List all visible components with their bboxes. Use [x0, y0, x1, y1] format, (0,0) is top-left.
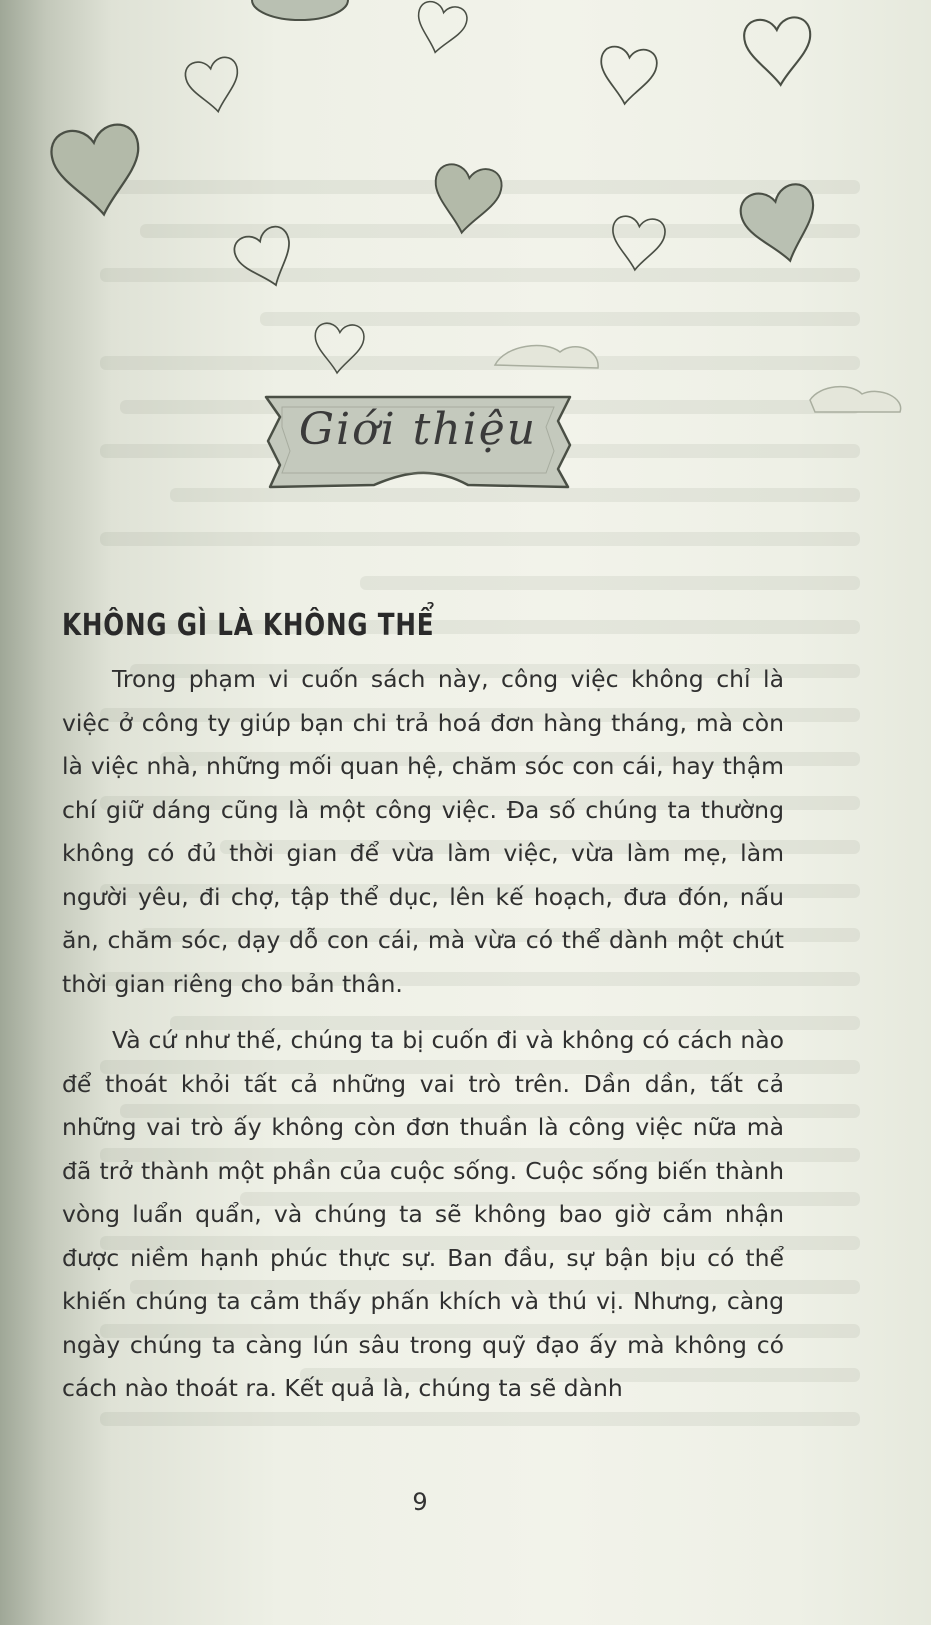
hearts-decoration: [0, 0, 931, 420]
heart-icon: [609, 215, 666, 273]
page-number: 9: [412, 1488, 428, 1516]
heart-icon: [737, 181, 826, 270]
heart-icon: [252, 0, 348, 20]
paragraph: Và cứ như thế, chúng ta bị cuốn đi và không có cách nào để thoát khỏi tất cả những vai trò trên. Dần dần, tất cả những vai trò ấy không còn đơn thuần là công việc nữa mà đã trở thành một phần của cuộc sống. Cuộc sống biến thành vòng luẩn quẩn, và chúng ta sẽ không bao giờ cảm nhận được niềm hạnh phúc thực sự. Ban đầu, sự bận bịu có thể khiến chúng ta cảm thấy phấn khích và thú vị. Nhưng, càng ngày chúng ta càng lún sâu trong quỹ đạo ấy mà không có cách nào thoát ra. Kết quả là, chúng ta sẽ dành: [62, 1026, 784, 1402]
heart-icon: [743, 16, 814, 87]
heart-icon: [183, 55, 243, 116]
heart-icon: [411, 0, 469, 57]
heart-icon: [597, 45, 658, 106]
heart-icon: [49, 122, 147, 221]
section-heading: KHÔNG GÌ LÀ KHÔNG THỂ: [62, 608, 435, 643]
body-text: [62, 658, 784, 1424]
heart-icon: [429, 162, 504, 237]
chapter-title: Giới thiệu: [298, 404, 538, 455]
heart-icon: [313, 322, 365, 374]
paragraph: Trong phạm vi cuốn sách này, công việc không chỉ là việc ở công ty giúp bạn chi trả hoá đơn hàng tháng, mà còn là việc nhà, những mối quan hệ, chăm sóc con cái, hay thậm chí giữ dáng cũng là một công việc. Đa số chúng ta thường không có đủ thời gian để vừa làm việc, vừa làm mẹ, làm người yêu, đi chợ, tập thể dục, lên kế hoạch, đưa đón, nấu ăn, chăm sóc, dạy dỗ con cái, mà vừa có thể dành một chút thời gian riêng cho bản thân.: [62, 665, 784, 998]
heart-icon: [231, 223, 302, 295]
